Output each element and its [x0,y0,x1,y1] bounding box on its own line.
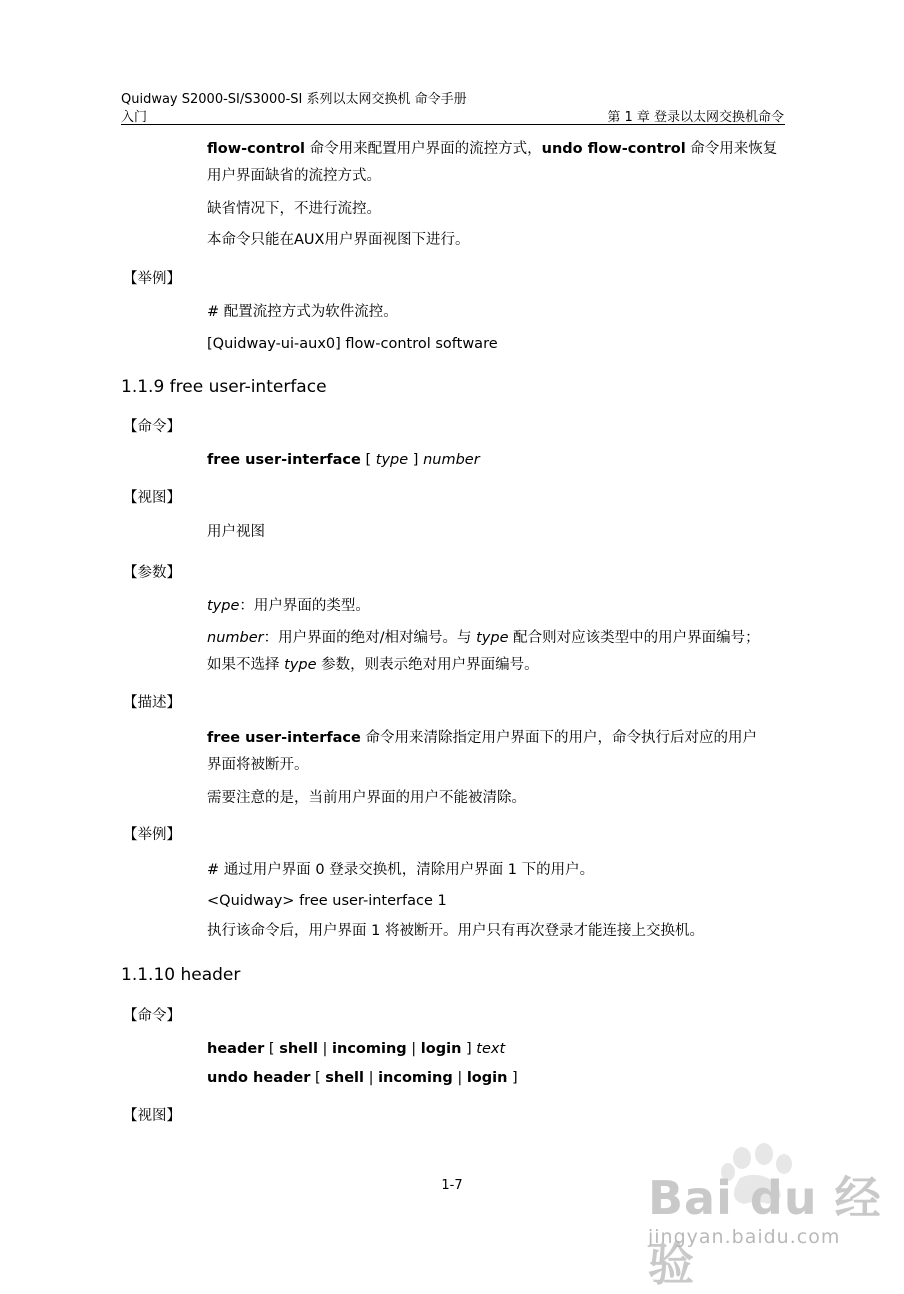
flow-control-restriction: 本命令只能在AUX用户界面视图下进行。 [207,232,470,248]
cmd-keyword: flow-control [207,141,306,157]
header-chapter: 第 1 章 登录以太网交换机命令 [607,110,784,125]
section-heading-1-1-9: 1.1.9 free user-interface [121,377,327,397]
header-subtitle: 入门 [121,110,148,125]
description-text: free user-interface 命令用来清除指定用户界面下的用户，命令执行后对应的用户 界面将被断开。 [207,730,757,773]
example-result: 执行该命令后，用户界面 1 将被断开。用户只有再次登录才能连接上交换机。 [207,923,704,939]
command-syntax-header: header [ shell | incoming | login ] text [207,1041,506,1057]
command-syntax: free user-interface [ type ] number [207,452,480,468]
flow-control-default: 缺省情况下，不进行流控。 [207,201,381,217]
parameter-number: number：用户界面的绝对/相对编号。与 type 配合则对应该类型中的用户界面编号； 如果不选择 type 参数，则表示绝对用户界面编号。 [207,630,760,673]
watermark-logo: Bai du 经验 [648,1171,882,1291]
example-comment: # 配置流控方式为软件流控。 [207,304,398,320]
description-note: 需要注意的是，当前用户界面的用户不能被清除。 [207,790,526,806]
section-label-command: 【命令】 [123,419,181,435]
example-comment: # 通过用户界面 0 登录交换机，清除用户界面 1 下的用户。 [207,862,595,878]
cmd-keyword: undo flow-control [541,141,686,157]
header-rule [121,124,785,125]
section-label-parameters: 【参数】 [123,565,181,581]
section-heading-1-1-10: 1.1.10 header [121,965,241,985]
page-number: 1-7 [441,1178,463,1193]
command-syntax-undo-header: undo header [ shell | incoming | login ] [207,1070,518,1086]
section-label-description: 【描述】 [123,695,181,711]
section-label-example: 【举例】 [123,271,181,287]
section-label-command: 【命令】 [123,1008,181,1024]
section-label-view: 【视图】 [123,490,181,506]
watermark-url: jingyan.baidu.com [648,1226,841,1248]
parameter-type: type：用户界面的类型。 [207,598,370,614]
view-text: 用户视图 [207,524,265,540]
example-command: <Quidway> free user-interface 1 [207,893,447,909]
section-label-view: 【视图】 [123,1108,181,1124]
header-title: Quidway S2000-SI/S3000-SI 系列以太网交换机 命令手册 [121,92,467,107]
section-label-example: 【举例】 [123,827,181,843]
example-command: [Quidway-ui-aux0] flow-control software [207,336,498,352]
flow-control-description: flow-control 命令用来配置用户界面的流控方式，undo flow-control 命令用来恢复 用户界面缺省的流控方式。 [207,141,778,184]
